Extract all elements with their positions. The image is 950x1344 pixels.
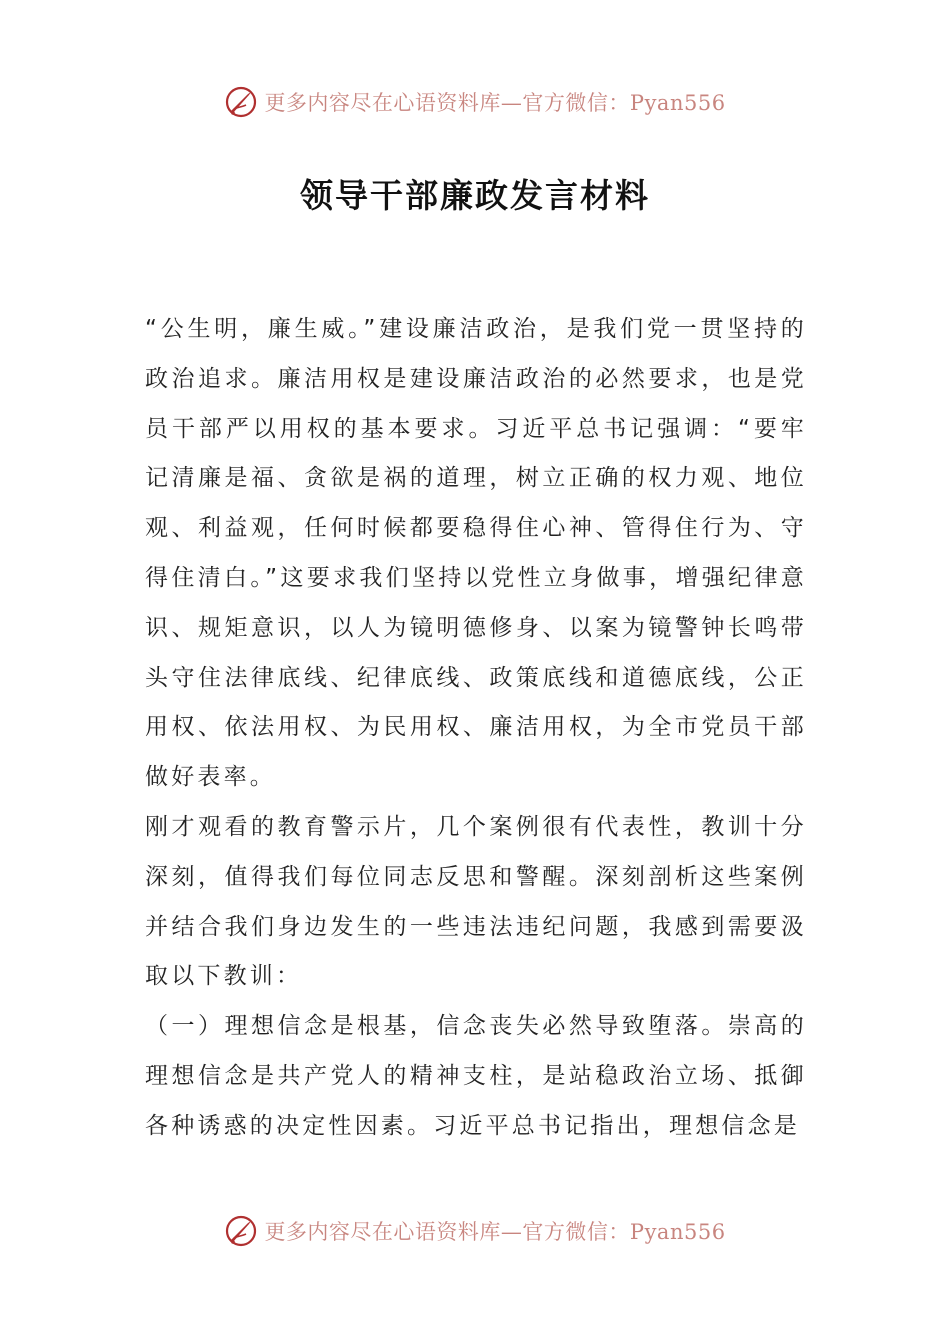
watermark-footer: [0, 1211, 950, 1251]
paragraph: “公生明，廉生威。”建设廉洁政治，是我们党一贯坚持的政治追求。廉洁用权是建设廉洁政治的必然要求，也是党员干部严以用权的基本要求。习近平总书记强调：“要牢记清廉是福、贪欲是祸的道理，树立正确的权力观、地位观、利益观，任何时候都要稳得住心神、管得住行为、守得住清白。”这要求我们坚持以党性立身做事，增强纪律意识、规矩意识，以人为镜明德修身、以案为镜警钟长鸣带头守住法律底线、纪律底线、政策底线和道德底线，公正用权、依法用权、为民用权、廉洁用权，为全市党员干部做好表率。: [145, 316, 807, 791]
paragraph: 刚才观看的教育警示片，几个案例很有代表性，教训十分深刻，值得我们每位同志反思和警醒。深刻剖析这些案例并结合我们身边发生的一些违法违纪问题，我感到需要汲取以下教训：: [145, 813, 807, 990]
watermark-header: [0, 82, 950, 122]
watermark-text: 更多内容尽在心语资料库—官方微信：Pyan556: [264, 1220, 726, 1244]
document-body: [145, 305, 807, 1152]
quill-logo-icon: [224, 85, 258, 119]
quill-logo-icon: [224, 1214, 258, 1248]
watermark-text: 更多内容尽在心语资料库—官方微信：Pyan556: [264, 91, 726, 115]
document-title: 领导干部廉政发言材料: [300, 176, 650, 215]
paragraph: （一）理想信念是根基，信念丧失必然导致堕落。崇高的理想信念是共产党人的精神支柱，是站稳政治立场、抵御各种诱惑的决定性因素。习近平总书记指出，理想信念是: [145, 1013, 807, 1139]
